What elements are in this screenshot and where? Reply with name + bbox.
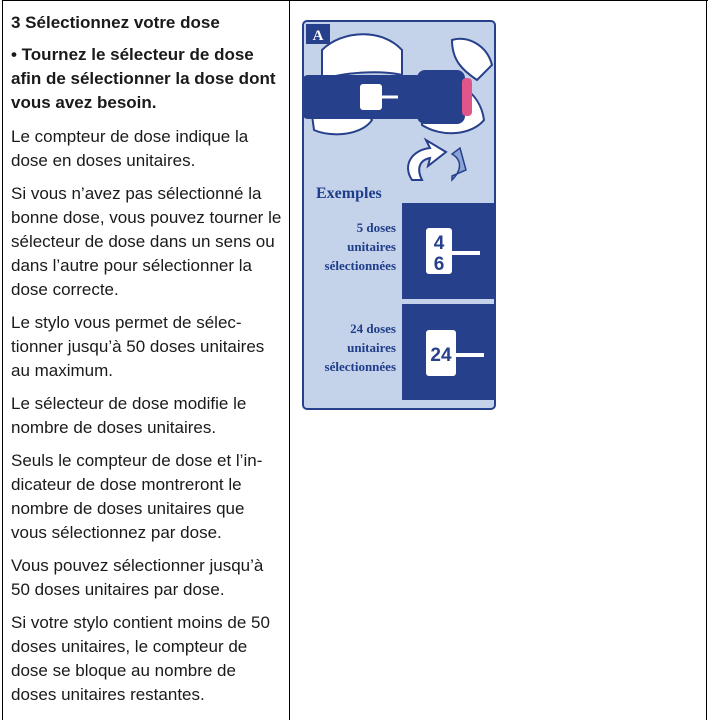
step-title: 3 Sélectionnez votre dose <box>11 13 220 32</box>
svg-text:24 doses: 24 doses <box>350 321 396 336</box>
svg-text:sélectionnées: sélectionnées <box>324 258 396 273</box>
step-instruction: • Tournez le sélecteur de dose afin de sélectionner la dose dont vous avez besoin. <box>11 45 276 112</box>
paragraph-counter-indicator: Seuls le compteur de dose et l’in-dicateur de dose montreront le nombre de doses unitaires que vous sélectionnez par dose. <box>11 451 263 542</box>
illustration-column <box>289 1 707 720</box>
svg-text:sélectionnées: sélectionnées <box>324 359 396 374</box>
dose-selector-illustration <box>302 20 496 410</box>
paragraph-wrong-dose: Si vous n’avez pas sélectionné la bonne dose, vous pouvez tourner le sélecteur de dose dans un sens ou dans l’autre pour sélectionner la dose correcte. <box>11 184 282 299</box>
paragraph-max-50: Le stylo vous permet de sélec-tionner jusqu’à 50 doses unitaires au maximum. <box>11 313 265 380</box>
instruction-table <box>2 0 708 720</box>
paragraph-per-dose: Vous pouvez sélectionner jusqu’à 50 doses unitaires par dose. <box>11 556 264 599</box>
svg-text:unitaires: unitaires <box>347 239 396 254</box>
svg-text:5 doses: 5 doses <box>356 220 396 235</box>
paragraph-less-than-50: Si votre stylo contient moins de 50 doses unitaires, le compteur de dose se bloque au nombre de doses unitaires restantes. <box>11 613 270 704</box>
examples-label: Exemples <box>316 185 382 202</box>
pen-icon <box>302 70 472 124</box>
svg-text:6: 6 <box>433 254 445 275</box>
svg-text:4: 4 <box>433 233 445 254</box>
svg-text:24: 24 <box>430 345 452 366</box>
text-column <box>2 1 290 720</box>
svg-text:unitaires: unitaires <box>347 340 396 355</box>
paragraph-dose-counter: Le compteur de dose indique la dose en doses unitaires. <box>11 127 249 170</box>
paragraph-selector-changes: Le sélecteur de dose modifie le nombre de doses unitaires. <box>11 394 247 437</box>
badge-a <box>306 24 330 44</box>
svg-text:A: A <box>312 28 324 44</box>
